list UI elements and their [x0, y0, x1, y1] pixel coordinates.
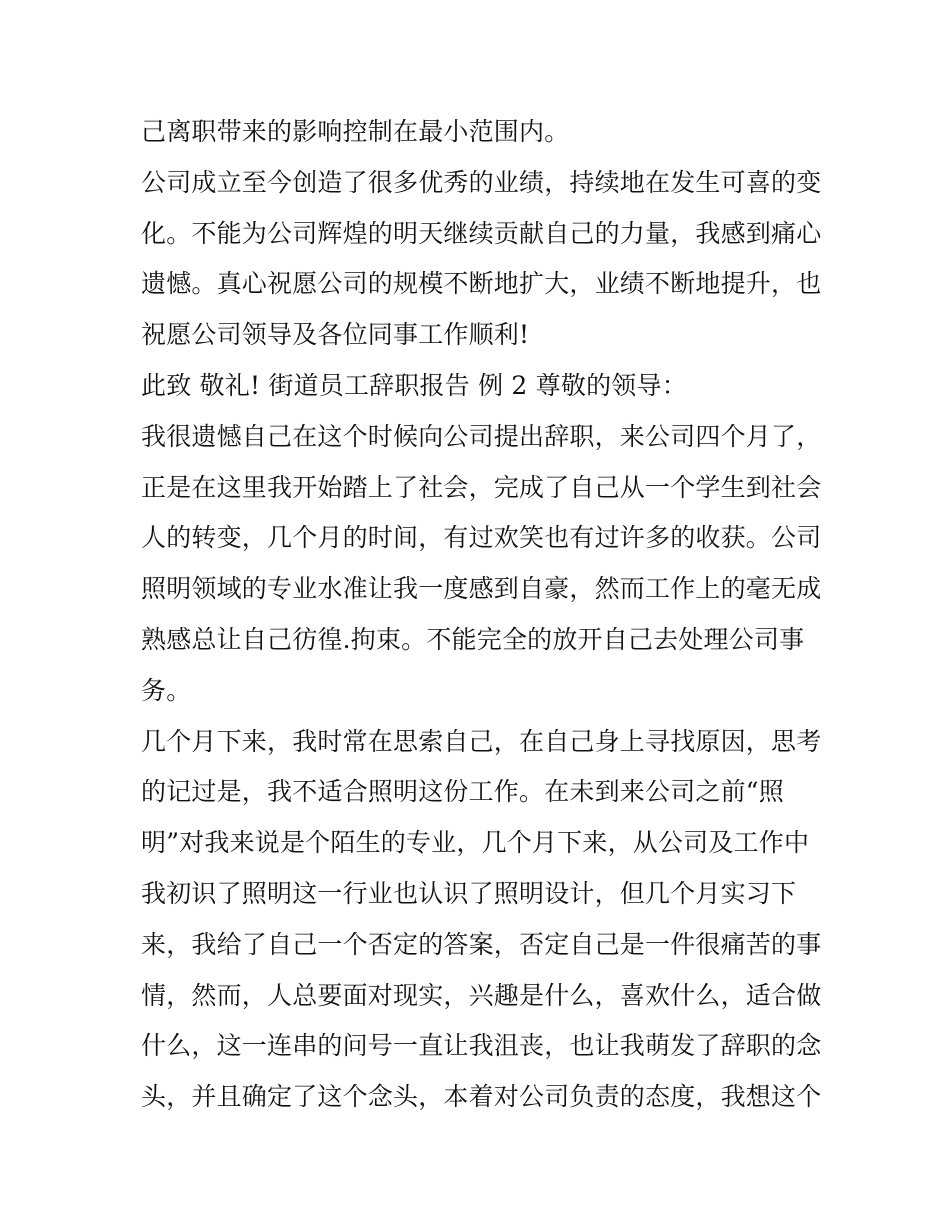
text-line: 熟感总让自己彷徨.拘束。不能完全的放开自己去处理公司事 [141, 624, 805, 654]
text-line: 化。不能为公司辉煌的明天继续贡献自己的力量，我感到痛心 [141, 218, 822, 248]
text-line: 头，并且确定了这个念头，本着对公司负责的态度，我想这个 [141, 1082, 822, 1112]
text-line: 此致 敬礼! 街道员工辞职报告 例 2 尊敬的领导： [141, 370, 687, 400]
text-line: 遗憾。真心祝愿公司的规模不断地扩大，业绩不断地提升，也 [141, 269, 822, 299]
text-line: 照明领域的专业水准让我一度感到自豪，然而工作上的毫无成 [141, 574, 822, 604]
text-line: 明”对我来说是个陌生的专业，几个月下来，从公司及工作中 [141, 828, 810, 858]
text-line: 几个月下来，我时常在思索自己，在自己身上寻找原因，思考 [141, 726, 822, 756]
text-line: 己离职带来的影响控制在最小范围内。 [141, 117, 570, 146]
text-line: 人的转变，几个月的时间，有过欢笑也有过许多的收获。公司 [141, 523, 822, 553]
document-body [141, 107, 831, 1123]
text-line: 来，我给了自己一个否定的答案，否定自己是一件很痛苦的事 [141, 929, 822, 959]
text-line: 务。 [141, 675, 192, 705]
text-line: 我很遗憾自己在这个时候向公司提出辞职，来公司四个月了， [141, 421, 822, 451]
text-line: 情，然而，人总要面对现实，兴趣是什么，喜欢什么，适合做 [141, 980, 822, 1010]
text-line: 正是在这里我开始踏上了社会，完成了自己从一个学生到社会 [141, 472, 822, 502]
text-line: 什么，这一连串的问号一直让我沮丧，也让我萌发了辞职的念 [141, 1031, 822, 1061]
text-line: 公司成立至今创造了很多优秀的业绩，持续地在发生可喜的变 [141, 167, 822, 197]
text-line: 我初识了照明这一行业也认识了照明设计，但几个月实习下 [141, 878, 797, 908]
text-line: 祝愿公司领导及各位同事工作顺利! [141, 320, 530, 350]
text-line: 的记过是，我不适合照明这份工作。在未到来公司之前“照 [141, 777, 784, 807]
